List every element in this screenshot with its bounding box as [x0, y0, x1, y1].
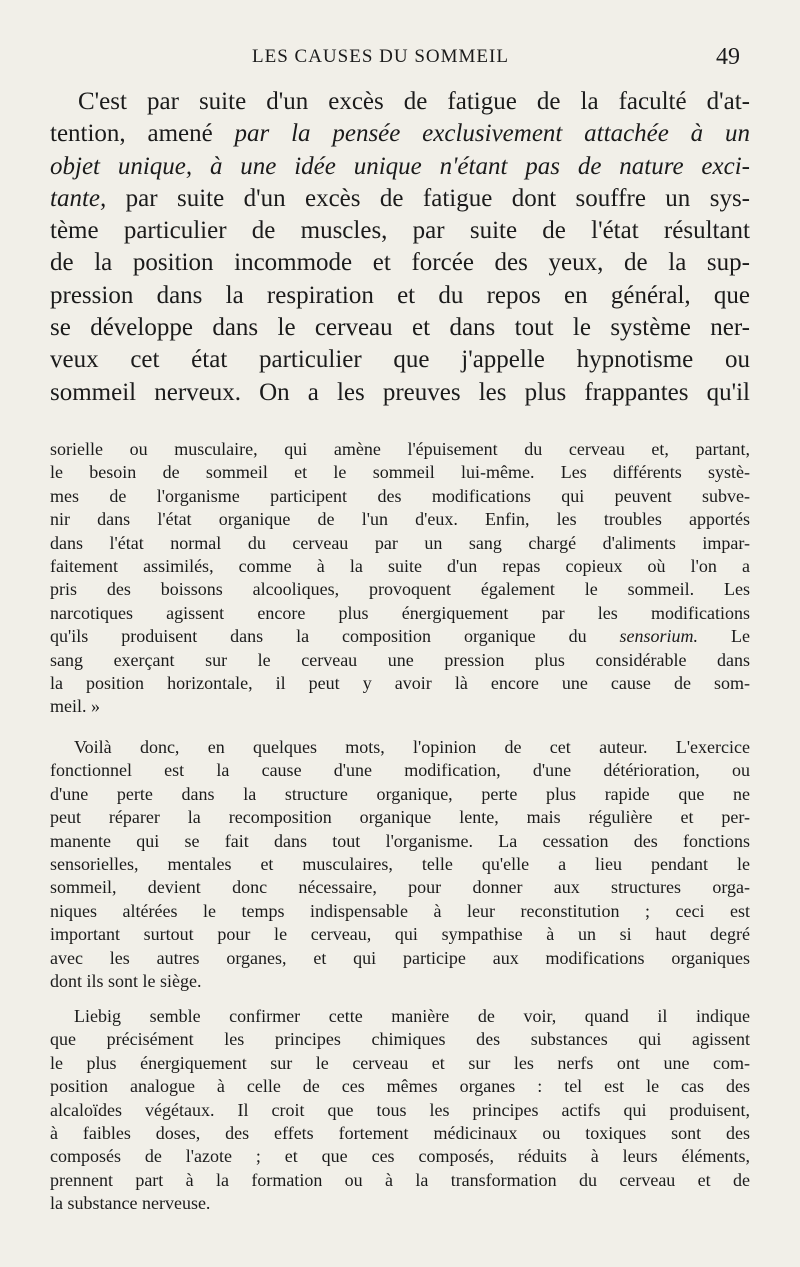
text-line: sensorielles, mentales et musculaires, telle qu'elle a lieu pendant le	[50, 854, 750, 875]
text-line: se développe dans le cerveau et dans tout le système ner-	[50, 314, 750, 342]
paragraph-2	[50, 736, 750, 993]
text-line: position analogue à celle de ces mêmes organes : tel est le cas des	[50, 1076, 750, 1097]
text-line: manente qui se fait dans tout l'organisme. La cessation des fonctions	[50, 830, 750, 851]
italic-word: sensorium.	[619, 626, 699, 647]
italic-phrase: objet unique, à une idée unique n'étant pas de nature exci-	[50, 152, 750, 180]
text-line: à faibles doses, des effets fortement médicinaux ou toxiques sont des	[50, 1123, 750, 1144]
text-line: meil. »	[50, 696, 100, 717]
page-number: 49	[716, 44, 740, 70]
paragraph-3	[50, 1005, 750, 1216]
text-line: que précisément les principes chimiques des substances qui agissent	[50, 1029, 750, 1050]
text-line: avec les autres organes, et qui participe aux modifications organiques	[50, 947, 750, 968]
text-line: fonctionnel est la cause d'une modification, d'une détérioration, ou	[50, 760, 750, 781]
text-line: la substance nerveuse.	[50, 1193, 211, 1214]
text-line: narcotiques agissent encore plus énergiquement par les modifications	[50, 602, 750, 623]
text-line: tention, amené par la pensée exclusivement attachée à un	[50, 120, 750, 148]
text-line: composés de l'azote ; et que ces composés, réduits à leurs éléments,	[50, 1146, 750, 1167]
italic-phrase: tante,	[50, 184, 107, 212]
text-line: le plus énergiquement sur le cerveau et sur les nerfs ont une com-	[50, 1052, 750, 1073]
text-line: pris des boissons alcooliques, provoquent également le sommeil. Les	[50, 579, 750, 600]
text-line	[50, 151, 750, 183]
text-line: dont ils sont le siège.	[50, 971, 202, 992]
text-line: peut réparer la recomposition organique lente, mais régulière et per-	[50, 807, 750, 828]
text-line: tème particulier de muscles, par suite de l'état résultant	[50, 217, 750, 245]
text-line: prennent part à la formation ou à la transformation du cerveau et de	[50, 1169, 750, 1190]
text-line: de la position incommode et forcée des yeux, de la sup-	[50, 249, 750, 277]
text-line: pression dans la respiration et du repos en général, que	[50, 281, 750, 309]
text-line: la position horizontale, il peut y avoir là encore une cause de som-	[50, 673, 750, 694]
text-line: qu'ils produisent dans la composition organique du sensorium. Le	[50, 626, 750, 647]
text-line: sommeil, devient donc nécessaire, pour donner aux structures orga-	[50, 877, 750, 898]
text-line: nir dans l'état organique de l'un d'eux. Enfin, les troubles apportés	[50, 509, 750, 530]
text-line: niques altérées le temps indispensable à leur reconstitution ; ceci est	[50, 900, 750, 921]
text-line: tante, par suite d'un excès de fatigue dont souffre un sys-	[50, 184, 750, 212]
text-line: sang exerçant sur le cerveau une pression plus considérable dans	[50, 649, 750, 670]
main-paragraph	[50, 86, 750, 409]
text-line: faitement assimilés, comme à la suite d'un repas copieux où l'on a	[50, 556, 750, 577]
text-line: mes de l'organisme participent des modifications qui peuvent subve-	[50, 485, 750, 506]
quote-paragraph	[50, 438, 750, 719]
text-line: alcaloïdes végétaux. Il croit que tous les principes actifs qui produisent,	[50, 1099, 750, 1120]
page-header	[0, 44, 800, 74]
text-line: dans l'état normal du cerveau par un sang chargé d'aliments impar-	[50, 532, 750, 553]
text-line: sommeil nerveux. On a les preuves les plus frappantes qu'il	[50, 378, 750, 406]
text-line: veux cet état particulier que j'appelle hypnotisme ou	[50, 346, 750, 374]
running-title: LES CAUSES DU SOMMEIL	[252, 46, 509, 67]
text-line: Liebig semble confirmer cette manière de voir, quand il indique	[74, 1006, 750, 1026]
text-line: le besoin de sommeil et le sommeil lui-même. Les différents systè-	[50, 462, 750, 483]
italic-phrase: par la pensée exclusivement attachée à un	[234, 120, 750, 148]
text-line: Voilà donc, en quelques mots, l'opinion de cet auteur. L'exercice	[74, 737, 750, 757]
text-line: d'une perte dans la structure organique, perte plus rapide que ne	[50, 783, 750, 804]
text-line: sorielle ou musculaire, qui amène l'épuisement du cerveau et, partant,	[50, 439, 750, 459]
text-line: C'est par suite d'un excès de fatigue de la faculté d'at-	[78, 88, 750, 115]
text-line: important surtout pour le cerveau, qui sympathise à un si haut degré	[50, 924, 750, 945]
